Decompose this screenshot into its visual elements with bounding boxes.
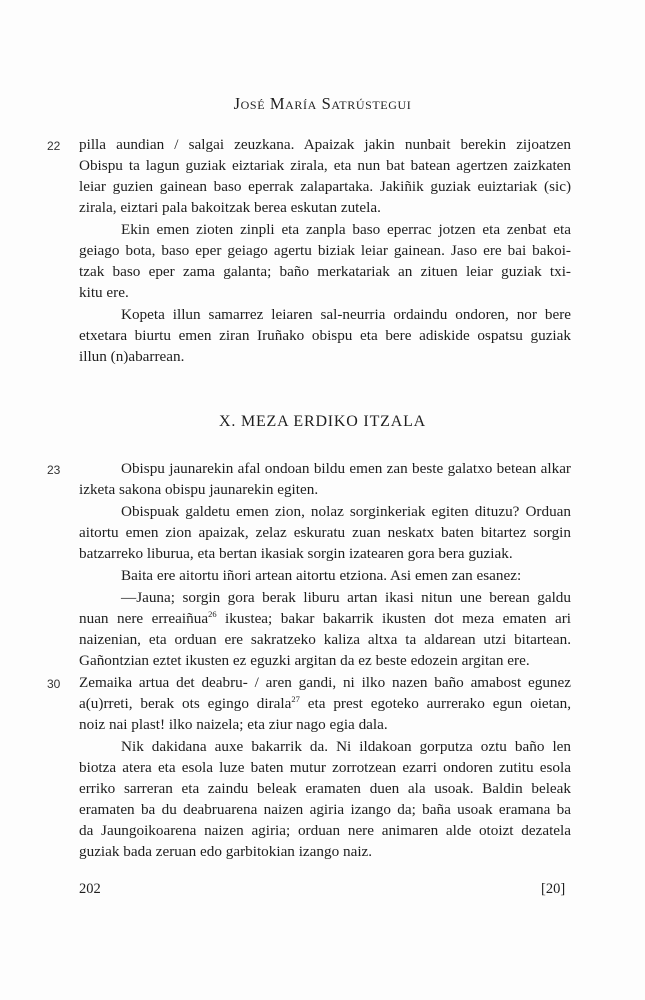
- text-line: illun (n)abarrean.: [79, 348, 185, 365]
- margin-line-number: 22: [47, 139, 61, 153]
- text-line-with-note: a(u)rreti, berak ots egingo dirala$^{27}$ eta prest egoteko aurrerako egun oietan,: [79, 694, 572, 712]
- section-title: X. MEZA ERDIKO ITZALA: [219, 413, 426, 430]
- text-line: Kopeta illun samarrez leiaren sal-neurria ordaindu ondoren, nor bere: [121, 306, 571, 323]
- text-line: zirala, eiztari pala bakoitzak berea eskutan zutela.: [79, 199, 381, 216]
- running-head-author: José María Satrústegui: [233, 94, 412, 113]
- footnote-ref-26: 26: [208, 609, 217, 619]
- text-line: leiar guzien gainean baso eperrak zalapartaka. Jakiñik guziak euiztariak (sic): [79, 178, 571, 195]
- text-line: Ekin emen zioten zinpli eta zanpla baso eperrac jotzen eta zenbat eta: [121, 221, 571, 238]
- text-line: pilla aundian / salgai zeuzkana. Apaizak jakin nunbait berekin zijoatzen: [79, 136, 571, 153]
- text-line: naizenian, eta orduan ere sakratzeko kaliza altxa ta aldarean utzi bitartean.: [79, 631, 571, 648]
- text-line: kitu ere.: [79, 284, 129, 301]
- text-line: guziak bada zeruan edo garbitokian izango naiz.: [79, 843, 373, 860]
- text-line: etxetara biurtu emen ziran Iruñako obispu eta bere adiskide ospatsu guziak: [79, 327, 571, 344]
- text-line-with-note: nuan nere erreaiñua$^{26}$ ikustea; bakar bakarrik ikusten dot meza ematen ari: [79, 609, 571, 627]
- text-line: Gañontzian eztet ikusten ez eguzki argitan da ez beste edozein argitan ere.: [79, 652, 530, 669]
- text-line: eramaten ba du deabruarena naizen agiria izango da; baña usoak eramana ba: [79, 801, 571, 818]
- text-line: noiz nai plast! ilko naizela; eta ziur nago egia dala.: [79, 716, 388, 733]
- text-line: aitortu emen zion apaizak, zelaz eskuratu zuan neskatx baten bitartez sorgin: [79, 524, 571, 541]
- text-line: biotza atera eta esola luze baten mutur zorrotzean ezarri ondoren zutitu esola: [79, 759, 571, 776]
- text-line: geiago bota, baso eper geiago agertu biziak leiar gainean. Jaso ere bai bakoi-: [79, 242, 571, 259]
- text-line: —Jauna; sorgin gora berak liburu artan ikasi nitun une berean galdu: [121, 589, 571, 606]
- text-line: Obispu ta lagun guziak eiztariak zirala, eta nun bat batean agertzen zaizkaten: [79, 157, 571, 174]
- text-line: Nik dakidana auxe bakarrik da. Ni ildakoan gorputza oztu baño len: [121, 738, 571, 755]
- text-line: batzarreko liburua, eta bertan ikasiak sorgin izatearen gora bera guziak.: [79, 545, 513, 562]
- footnote-ref-27: 27: [291, 694, 300, 704]
- text-line: Obispu jaunarekin afal ondoan bildu emen zan beste galatxo betean alkar: [121, 460, 571, 477]
- text-line: tzak baso eper zama galanta; baño merkatariak an zituen leiar guziak txi-: [79, 263, 571, 280]
- margin-line-number: 30: [47, 677, 61, 691]
- text-line: da Jaungoikoarena naizen agiria; orduan nere animaren alde otoizt dezatela: [79, 822, 571, 839]
- page-number-bracketed: [20]: [541, 881, 566, 897]
- page-number: 202: [79, 881, 101, 897]
- margin-line-number: 23: [47, 463, 61, 477]
- text-line: erriko sarreran eta zaindu beleak eramaten duen ala usoak. Baldin beleak: [79, 780, 571, 797]
- text-line: Baita ere aitortu iñori artean aitortu etziona. Asi emen zan esanez:: [121, 567, 522, 584]
- text-line: izketa sakona obispu jaunarekin egiten.: [79, 481, 319, 498]
- text-line: Obispuak galdetu emen zion, nolaz sorginkeriak egiten dituzu? Orduan: [121, 503, 571, 520]
- text-line: Zemaika artua det deabru- / aren gandi, ni ilko nazen baño amabost egunez: [79, 674, 571, 691]
